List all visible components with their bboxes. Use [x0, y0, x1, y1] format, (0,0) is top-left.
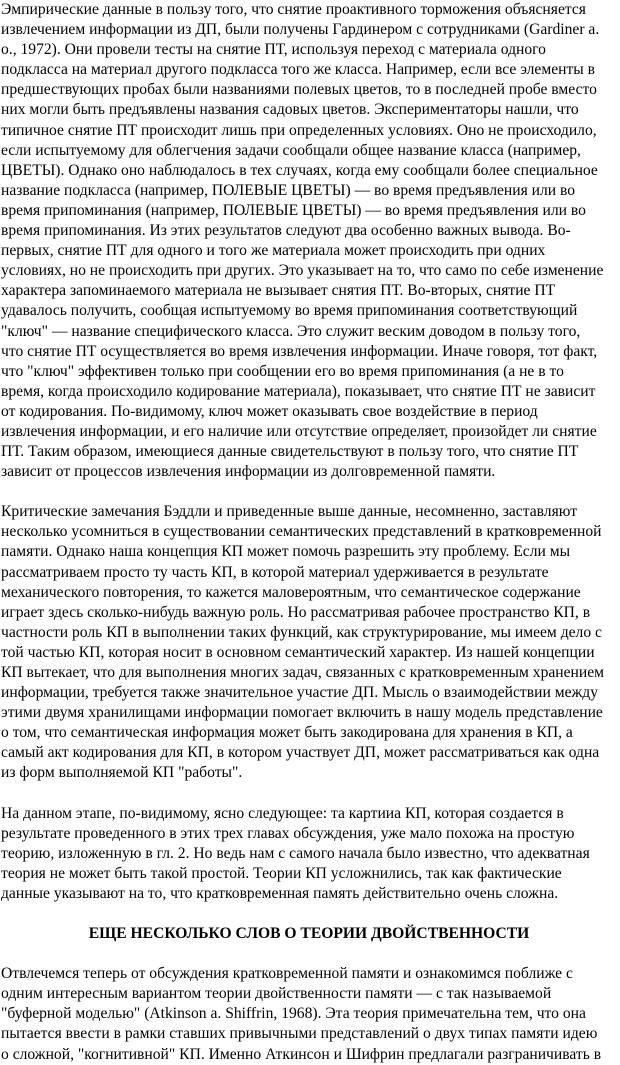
paragraph-4: Отвлечемся теперь от обсуждения кратковременной памяти и ознакомимся поближе с одним интересным вариантом теории двойственности памяти — с так называемой "буферной моделью" (Atkinson a. Shiffrin, 1968). Эта теория примечательна тем, что она пытается ввести в рамки ставших привычными представлений о двух типах памяти идею о сложной, "когнитивной" КП. Именно Аткинсон и Шифрин предлагали разграничивать в — [1, 965, 602, 1063]
paragraph-gap — [1, 904, 617, 924]
document-page — [1, 0, 617, 1063]
section-heading: ЕЩЕ НЕСКОЛЬКО СЛОВ О ТЕОРИИ ДВОЙСТВЕННОСТИ — [88, 925, 530, 943]
paragraph-gap — [1, 482, 617, 502]
paragraph-gap — [1, 784, 617, 804]
paragraph-3: На данном этапе, по-видимому, ясно следующее: та картииа КП, которая создается в результате проведенного в этих трех главах обсуждения, уже мало похожа на простую теорию, изложенную в гл. 2. Но ведь нам с самого начала было известно, что адекватная теория не может быть такой простой. Теории КП усложнились, так как фактические данные указывают на то, что кратковременная память действительно очень сложна. — [1, 804, 590, 902]
paragraph-2: Критические замечания Бэддли и приведенные выше данные, несомненно, заставляют несколько усомниться в существовании семантических представлений в кратковременной памяти. Однако наша концепция КП может помочь разрешить эту проблему. Если мы рассматриваем просто ту часть КП, в которой материал удерживается в результате механического повторения, то кажется маловероятным, что семантическое содержание играет здесь сколько-нибудь важную роль. Но рассматривая рабочее пространство КП, в частности роль КП в выполнении таких функций, как структурирование, мы имеем дело с той частью КП, которая носит в основном семантический характер. Из нашей концепции КП вытекает, что для выполнения многих задач, связанных с кратковременным хранением информации, требуется также значительное участие ДП. Мысль о взаимодействии между этими двумя хранилищами информации помогает включить в нашу модель представление о том, что семантическая информация может быть закодирована для хранения в КП, а самый акт кодирования для КП, в котором участвует ДП, может рассматриваться как одна из форм выполняемой КП "работы". — [1, 503, 605, 782]
paragraph-1: Эмпирические данные в пользу того, что снятие проактивного торможения объясняется извлечением информации из ДП, были получены Гардинером с сотрудниками (Gardiner a. o., 1972). Они провели тесты на снятие ПТ, используя переход с материала одного подкласса на материал другого подкласса того же класса. Например, если все элементы в предшествующих пробах были названиями полевых цветов, то в последней пробе вместо них могли быть предъявлены названия садовых цветов. Экспериментаторы нашли, что типичное снятие ПТ происходит лишь при определенных условиях. Оно не происходило, если испытуемому для облегчения задачи сообщали общее название класса (например, ЦВЕТЫ). Однако оно наблюдалось в тех случаях, когда ему сообщали более специальное название подкласса (например, ПОЛЕВЫЕ ЦВЕТЫ) — во время предъявления или во время припоминания (например, ПОЛЕВЫЕ ЦВЕТЫ) — во время предъявления или во время припоминания. Из этих результатов следуют два особенно важных вывода. Во- первых, снятие ПТ для одного и того же материала может происходить при одних условиях, но не происходить при других. Это указывает на то, что само по себе изменение характера запоминаемого материала не вызывает снятия ПТ. Во-вторых, снятие ПТ удавалось получить, сообщая испытуемому во время припоминания соответствующий "ключ" — название специфического класса. Это служит веским доводом в пользу того, что снятие ПТ осуществляется во время извлечения информации. Иначе говоря, тот факт, что "ключ" эффективен только при сообщении его во время припоминания (а не в то время, когда происходило кодирование материала), показывает, что снятие ПТ не зависит от кодирования. По-видимому, ключ может оказывать свое воздействие в период извлечения информации, и его наличие или отсутствие определяет, произойдет ли снятие ПТ. Таким образом, имеющиеся данные свидетельствуют в пользу того, что снятие ПТ зависит от процессов извлечения информации из долговременной памяти. — [1, 1, 604, 481]
paragraph-gap — [1, 944, 617, 964]
